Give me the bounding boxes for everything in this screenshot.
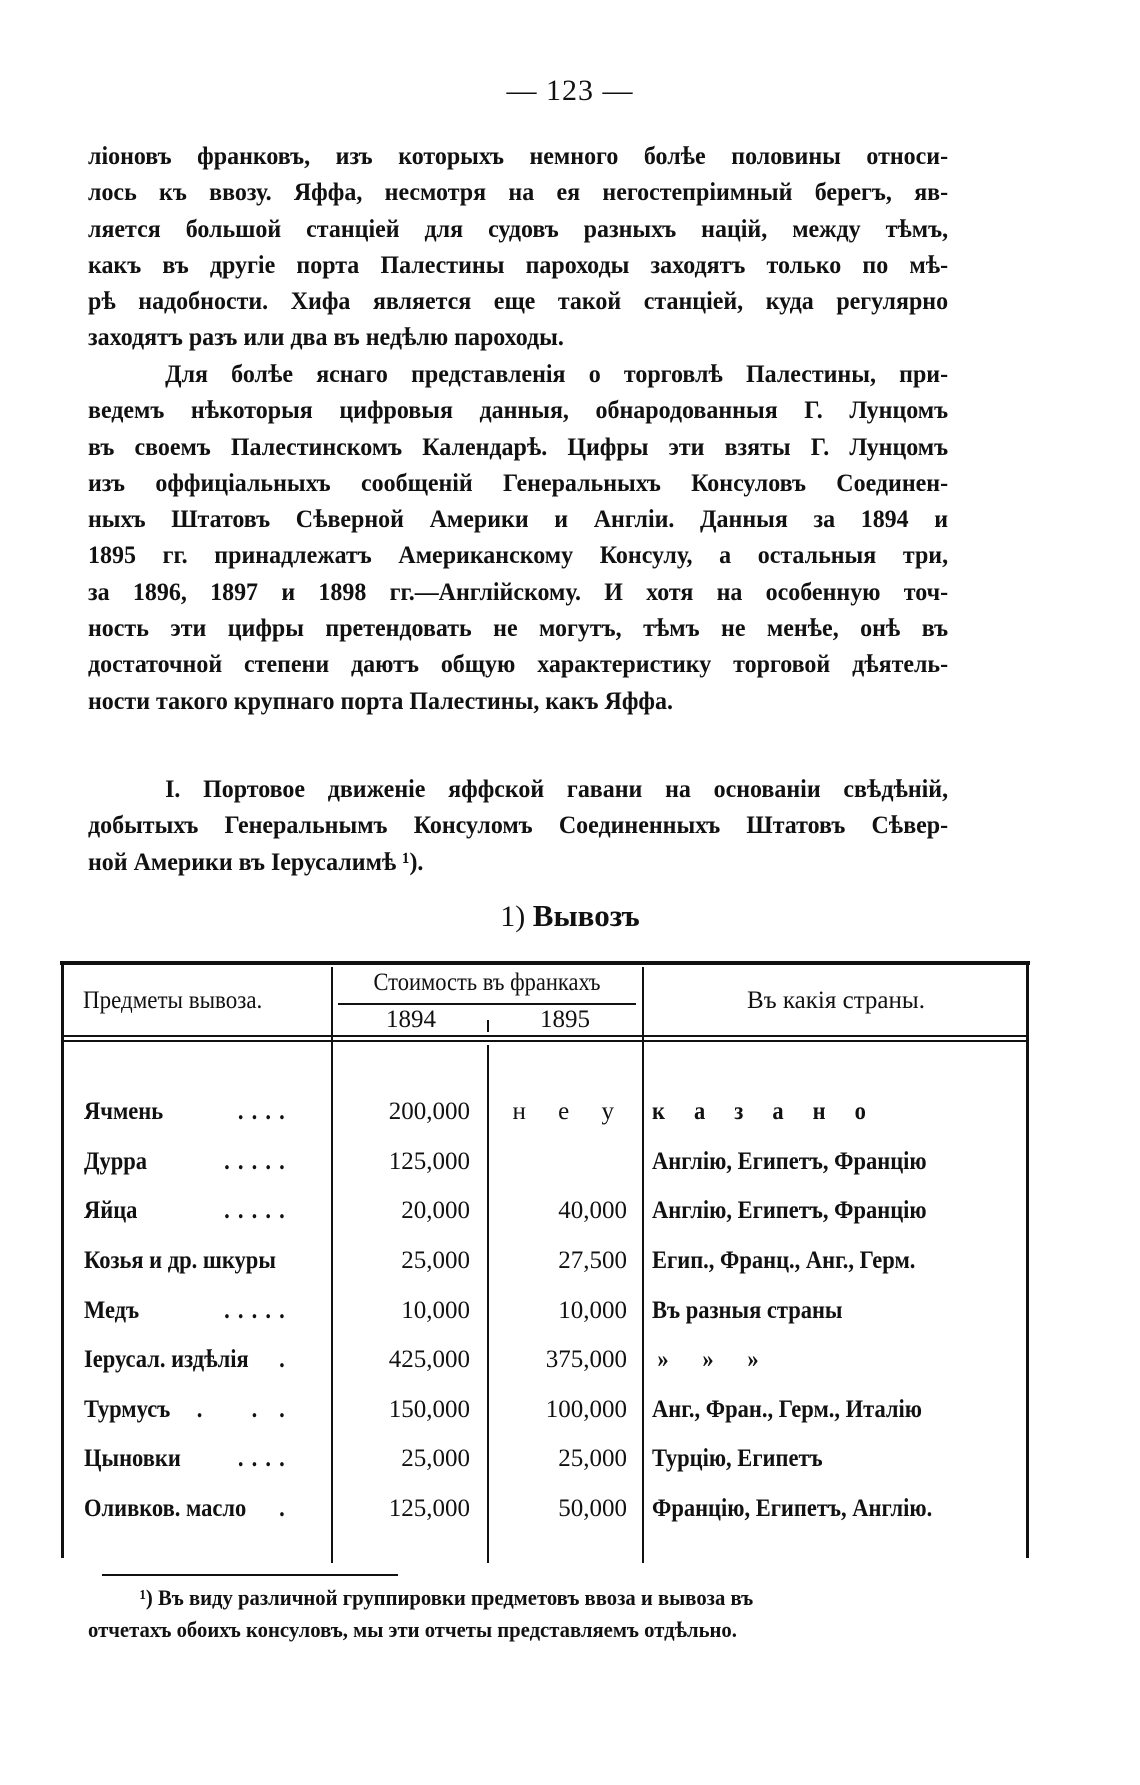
item-name: Медъ bbox=[84, 1297, 140, 1324]
table-left-border bbox=[61, 965, 64, 1558]
footnote bbox=[88, 1582, 948, 1646]
text-line: ведемъ нѣкоторыя цифровыя данныя, обнародованныя Г. Лунцомъ bbox=[88, 395, 949, 425]
table-right-border bbox=[1026, 965, 1029, 1558]
leader-dots: .... bbox=[237, 1098, 293, 1125]
destination: Въ разныя страны bbox=[652, 1297, 843, 1324]
destination: Францію, Египетъ, Англію. bbox=[652, 1495, 933, 1522]
value-1894: 10,000 bbox=[401, 1297, 470, 1324]
paragraph-section-heading bbox=[88, 771, 948, 880]
value-1895: 375,000 bbox=[545, 1346, 627, 1373]
item-name: Ячмень bbox=[84, 1098, 164, 1125]
value-1895: 50,000 bbox=[558, 1495, 627, 1522]
value-group-underline bbox=[338, 1003, 636, 1005]
value-1894: 425,000 bbox=[388, 1346, 470, 1373]
value-1895: 10,000 bbox=[558, 1297, 627, 1324]
paragraph-continuation bbox=[88, 138, 948, 356]
value-1895: 100,000 bbox=[545, 1396, 627, 1423]
text-line: ныхъ Штатовъ Сѣверной Америки и Англіи. Данныя за 1894 и bbox=[88, 504, 949, 534]
header-year-1895: 1895 bbox=[540, 1006, 590, 1033]
header-double-rule-2 bbox=[64, 1040, 1026, 1042]
leader-dots: . bbox=[279, 1495, 293, 1522]
value-1894: 125,000 bbox=[388, 1495, 470, 1522]
text-line: достаточной степени даютъ общую характеристику торговой дѣятель- bbox=[88, 649, 949, 679]
destination: Англію, Египетъ, Францію bbox=[652, 1197, 927, 1224]
col-divider-countries bbox=[642, 967, 644, 1563]
destination: Англію, Египетъ, Францію bbox=[652, 1148, 927, 1175]
leader-dots: ..... bbox=[224, 1297, 293, 1324]
text-line: ность эти цифры претендовать не могутъ, тѣмъ не менѣе, онѣ въ bbox=[88, 613, 949, 643]
leader-dots: ..... bbox=[224, 1148, 293, 1175]
destination-ditto: » » » bbox=[657, 1346, 759, 1373]
footnote-line: ¹) Въ виду различной группировки предметовъ ввоза и вывоза въ bbox=[139, 1585, 754, 1610]
section-title bbox=[0, 898, 1140, 934]
col-divider-items bbox=[331, 967, 333, 1563]
text-line: I. Портовое движеніе яффской гавани на основаніи свѣдѣній, bbox=[165, 774, 949, 803]
page-number: — 123 — bbox=[506, 74, 634, 107]
header-items: Предметы вывоза. bbox=[83, 987, 263, 1014]
value-1894: 125,000 bbox=[388, 1148, 470, 1175]
value-1895: 40,000 bbox=[558, 1197, 627, 1224]
col-divider-years-body bbox=[487, 1045, 489, 1563]
header-year-1894: 1894 bbox=[386, 1006, 436, 1033]
item-name: Турмусъ bbox=[84, 1396, 171, 1423]
header-value-group: Стоимость въ франкахъ bbox=[373, 969, 601, 996]
header-double-rule-1 bbox=[64, 1035, 1026, 1037]
text-line: 1895 гг. принадлежатъ Американскому Консулу, а остальныя три, bbox=[88, 540, 949, 570]
destination: Анг., Фран., Герм., Италію bbox=[652, 1396, 922, 1423]
item-name: Яйца bbox=[84, 1197, 138, 1224]
text-line: ліоновъ франковъ, изъ которыхъ немного болѣе половины относи- bbox=[88, 141, 949, 170]
item-name: Оливков. масло bbox=[84, 1495, 247, 1522]
destination: к а з а н о bbox=[652, 1098, 878, 1125]
section-title-text: Вывозъ bbox=[532, 898, 640, 933]
text-line: ности такого крупнаго порта Палестины, какъ Яффа. bbox=[88, 685, 673, 715]
text-line: рѣ надобности. Хифа является еще такой станціей, куда регулярно bbox=[88, 286, 949, 316]
destination: Егип., Франц., Анг., Герм. bbox=[652, 1247, 916, 1274]
footnote-line: отчетахъ обоихъ консуловъ, мы эти отчеты представляемъ отдѣльно. bbox=[88, 1617, 737, 1642]
item-name: Козья и др. шкуры bbox=[84, 1247, 276, 1274]
col-divider-years bbox=[487, 1020, 489, 1032]
value-1894: 150,000 bbox=[388, 1396, 470, 1423]
text-line: ной Америки въ Іерусалимѣ ¹). bbox=[88, 846, 424, 876]
text-line: добытыхъ Генеральнымъ Консуломъ Соединенныхъ Штатовъ Сѣвер- bbox=[88, 810, 949, 840]
value-1894: 25,000 bbox=[401, 1445, 470, 1472]
leader-dots: . . . bbox=[196, 1396, 293, 1423]
destination: Турцію, Египетъ bbox=[652, 1445, 823, 1472]
text-line: какъ въ другіе порта Палестины пароходы заходятъ только по мѣ- bbox=[88, 249, 949, 279]
leader-dots: ..... bbox=[224, 1197, 293, 1224]
value-1895: 25,000 bbox=[558, 1445, 627, 1472]
text-line: лось къ ввозу. Яффа, несмотря на ея негостепріимный берегъ, яв- bbox=[88, 177, 949, 207]
header-countries: Въ какія страны. bbox=[747, 987, 925, 1014]
value-1895: 27,500 bbox=[558, 1247, 627, 1274]
leader-dots: .... bbox=[237, 1445, 293, 1472]
text-line: за 1896, 1897 и 1898 гг.—Англійскому. И хотя на особенную точ- bbox=[88, 576, 949, 606]
paragraph-intro-data bbox=[88, 356, 948, 719]
value-1895: н е у bbox=[512, 1098, 627, 1125]
table-top-rule bbox=[60, 961, 1030, 965]
value-1894: 20,000 bbox=[401, 1197, 470, 1224]
text-line: изъ оффиціальныхъ сообщеній Генеральныхъ Консуловъ Соединен- bbox=[88, 467, 949, 497]
item-name: Дурра bbox=[84, 1148, 148, 1175]
item-name: Іерусал. издѣлія bbox=[84, 1346, 249, 1373]
text-line: въ своемъ Палестинскомъ Календарѣ. Цифры эти взяты Г. Лунцомъ bbox=[88, 431, 949, 461]
text-line: ляется большой станціей для судовъ разныхъ націй, между тѣмъ, bbox=[88, 213, 949, 243]
text-line: заходятъ разъ или два въ недѣлю пароходы. bbox=[88, 322, 564, 352]
section-number: 1) bbox=[500, 900, 526, 933]
leader-dots: . bbox=[279, 1346, 293, 1373]
value-1894: 200,000 bbox=[388, 1098, 470, 1125]
value-1894: 25,000 bbox=[401, 1247, 470, 1274]
footnote-rule bbox=[102, 1574, 398, 1576]
text-line: Для болѣе яснаго представленія о торговлѣ Палестины, при- bbox=[165, 359, 949, 388]
item-name: Цыновки bbox=[84, 1445, 181, 1472]
